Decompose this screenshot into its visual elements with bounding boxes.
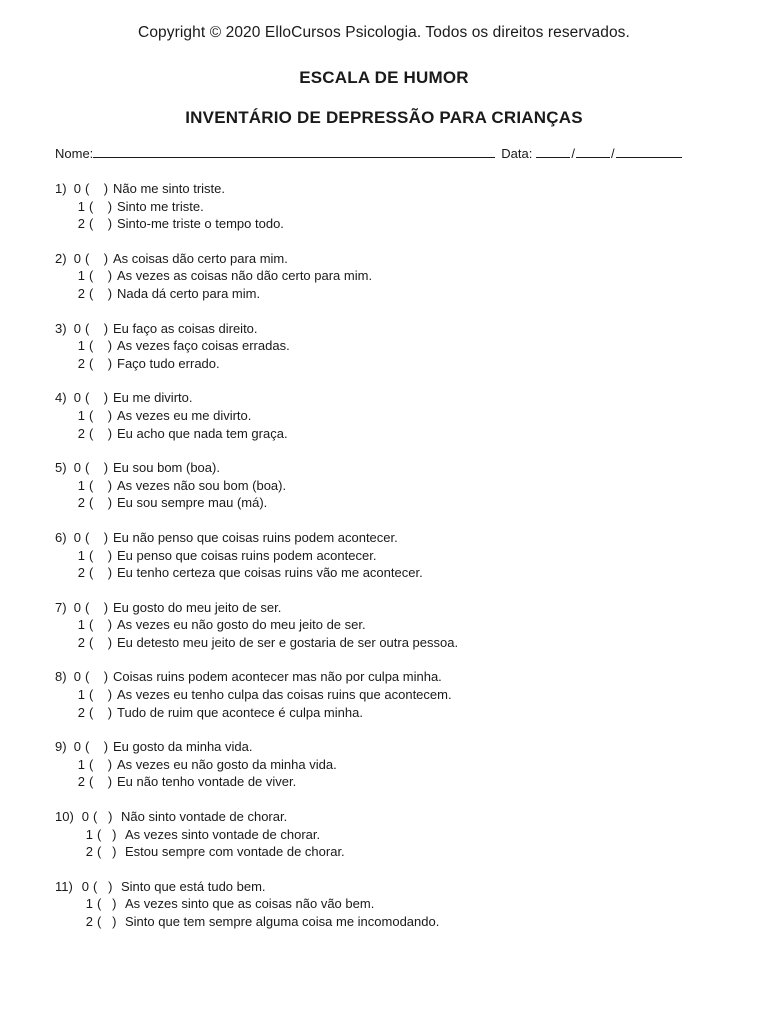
option-score: 2 [77,634,85,650]
option-text: Eu detesto meu jeito de ser e gostaria de ser outra pessoa. [117,634,459,650]
option-score: 0 [81,878,89,894]
name-date-line [55,146,682,161]
option-score: 1 [77,338,85,354]
option-text: Sinto me triste. [117,198,204,214]
option-checkbox[interactable]: ( ) [85,460,109,476]
number-spacer [55,843,77,861]
option-score: 0 [73,529,81,545]
question-number: 1) [55,181,67,196]
answer-option [55,878,735,896]
option-text: As vezes eu não gosto da minha vida. [117,756,337,772]
option-checkbox[interactable]: ( ) [89,565,113,581]
document-title: ESCALA DE HUMOR [299,68,469,87]
option-score: 1 [77,687,85,703]
question-item [55,320,735,373]
answer-option [55,599,735,617]
question-item [55,878,735,931]
answer-option [55,738,735,756]
question-item [55,459,735,512]
option-text: Eu tenho certeza que coisas ruins vão me acontecer. [117,565,423,581]
option-checkbox[interactable]: ( ) [85,739,109,755]
answer-option [55,808,735,826]
option-checkbox[interactable]: ( ) [89,198,113,214]
option-checkbox[interactable]: ( ) [85,390,109,406]
number-spacer [55,425,69,443]
option-text: Sinto que tem sempre alguma coisa me incomodando. [125,914,440,929]
answer-option [55,756,735,774]
number-spacer [55,547,69,565]
option-score: 1 [77,268,85,284]
option-score: 2 [77,425,85,441]
answer-option [55,320,735,338]
option-score: 1 [77,477,85,493]
option-score: 0 [73,739,81,755]
option-score: 2 [77,216,85,232]
answer-option [55,425,735,443]
option-text: Eu penso que coisas ruins podem acontecer. [117,547,377,563]
question-number: 2) [55,250,67,266]
option-text: As vezes faço coisas erradas. [117,338,290,354]
question-number: 9) [55,739,67,755]
option-text: As vezes as coisas não dão certo para mim. [117,268,373,284]
option-checkbox[interactable]: ( ) [89,634,113,650]
option-checkbox[interactable]: ( ) [89,285,113,301]
option-checkbox[interactable]: ( ) [89,268,113,284]
option-score: 2 [77,565,85,581]
date-separator: / [611,146,615,161]
option-text: Eu faço as coisas direito. [113,320,258,336]
option-text: Eu gosto do meu jeito de ser. [113,599,282,615]
option-text: Eu me divirto. [113,390,193,406]
answer-option [55,459,735,477]
question-item [55,389,735,442]
option-checkbox[interactable]: ( ) [97,844,117,860]
option-checkbox[interactable]: ( ) [89,355,113,371]
answer-option [55,826,735,844]
option-checkbox[interactable]: ( ) [89,338,113,354]
option-text: Não me sinto triste. [113,181,225,196]
question-number: 5) [55,460,67,476]
option-score: 1 [77,547,85,563]
option-score: 1 [77,617,85,633]
option-score: 0 [73,390,81,406]
name-label: Nome: [55,146,94,161]
option-checkbox[interactable]: ( ) [93,809,113,825]
option-score: 2 [77,704,85,720]
answer-option [55,215,735,233]
number-spacer [55,773,69,791]
option-text: Eu gosto da minha vida. [113,739,253,755]
option-text: Nada dá certo para mim. [117,285,261,301]
document-subtitle: INVENTÁRIO DE DEPRESSÃO PARA CRIANÇAS [185,108,583,127]
date-day-blank [536,146,570,158]
question-number: 7) [55,599,67,615]
option-text: As vezes eu não gosto do meu jeito de ser. [117,617,366,633]
option-checkbox[interactable]: ( ) [85,529,109,545]
option-text: Tudo de ruim que acontece é culpa minha. [117,704,363,720]
number-spacer [55,355,69,373]
option-checkbox[interactable]: ( ) [89,774,113,790]
number-spacer [55,285,69,303]
answer-option [55,389,735,407]
answer-option [55,407,735,425]
option-score: 2 [77,355,85,371]
option-checkbox[interactable]: ( ) [89,425,113,441]
question-number: 8) [55,669,67,685]
option-score: 0 [81,809,89,825]
number-spacer [55,756,69,774]
option-checkbox[interactable]: ( ) [89,495,113,511]
option-text: Eu não tenho vontade de viver. [117,774,297,790]
option-checkbox[interactable]: ( ) [89,756,113,772]
option-score: 2 [77,774,85,790]
answer-option [55,547,735,565]
question-item [55,529,735,582]
option-text: Sinto-me triste o tempo todo. [117,216,284,232]
option-text: Eu sou bom (boa). [113,460,220,476]
option-checkbox[interactable]: ( ) [89,477,113,493]
answer-option [55,285,735,303]
option-text: Eu não penso que coisas ruins podem acontecer. [113,529,398,545]
answer-option [55,616,735,634]
answer-option [55,494,735,512]
number-spacer [55,634,69,652]
answer-option [55,564,735,582]
answer-option [55,477,735,495]
option-score: 0 [73,320,81,336]
option-text: Eu acho que nada tem graça. [117,425,288,441]
option-score: 2 [77,495,85,511]
answer-option [55,843,735,861]
option-checkbox[interactable]: ( ) [85,669,109,685]
option-score: 2 [85,844,93,860]
option-text: As coisas dão certo para mim. [113,250,288,266]
option-text: As vezes eu me divirto. [117,407,252,423]
option-text: As vezes sinto vontade de chorar. [125,826,321,842]
answer-option [55,668,735,686]
copyright-notice: Copyright © 2020 ElloCursos Psicologia. Todos os direitos reservados. [138,24,630,41]
answer-option [55,895,735,913]
option-checkbox[interactable]: ( ) [89,547,113,563]
option-checkbox[interactable]: ( ) [89,617,113,633]
number-spacer [55,616,69,634]
question-item [55,808,735,861]
answer-option [55,704,735,722]
answer-option [55,355,735,373]
question-number: 6) [55,529,67,545]
option-text: As vezes eu tenho culpa das coisas ruins que acontecem. [117,687,452,703]
question-number: 11) [55,878,73,894]
answer-option [55,634,735,652]
answer-option [55,913,735,931]
option-checkbox[interactable]: ( ) [85,181,109,196]
option-score: 1 [77,198,85,214]
option-score: 2 [77,285,85,301]
answer-option [55,198,735,216]
option-checkbox[interactable]: ( ) [85,320,109,336]
answer-option [55,337,735,355]
question-number: 4) [55,390,67,406]
option-text: As vezes não sou bom (boa). [117,477,287,493]
answer-option [55,250,735,268]
number-spacer [55,494,69,512]
option-checkbox[interactable]: ( ) [97,896,117,912]
option-score: 0 [73,250,81,266]
question-item [55,250,735,303]
question-item [55,599,735,652]
number-spacer [55,826,77,844]
option-text: Sinto que está tudo bem. [121,878,266,894]
question-number: 3) [55,320,67,336]
date-month-blank [576,146,610,158]
number-spacer [55,267,69,285]
option-score: 1 [77,407,85,423]
option-text: Faço tudo errado. [117,355,220,371]
question-item [55,180,735,233]
option-score: 2 [85,914,93,929]
option-checkbox[interactable]: ( ) [89,687,113,703]
option-checkbox[interactable]: ( ) [89,407,113,423]
option-text: Coisas ruins podem acontecer mas não por culpa minha. [113,669,442,685]
number-spacer [55,686,69,704]
option-checkbox[interactable]: ( ) [85,250,109,266]
option-checkbox[interactable]: ( ) [97,914,117,929]
answer-option [55,267,735,285]
option-checkbox[interactable]: ( ) [85,599,109,615]
number-spacer [55,704,69,722]
number-spacer [55,913,77,931]
option-score: 0 [73,181,81,196]
option-text: As vezes sinto que as coisas não vão bem. [125,896,375,912]
number-spacer [55,564,69,582]
option-checkbox[interactable]: ( ) [89,216,113,232]
question-item [55,738,735,791]
option-checkbox[interactable]: ( ) [97,826,117,842]
date-separator: / [571,146,575,161]
option-score: 1 [77,756,85,772]
number-spacer [55,198,69,216]
option-text: Não sinto vontade de chorar. [121,809,288,825]
number-spacer [55,215,69,233]
date-year-blank [616,146,682,158]
option-checkbox[interactable]: ( ) [93,878,113,894]
number-spacer [55,477,69,495]
number-spacer [55,407,69,425]
date-label: Data: [501,146,533,161]
option-score: 1 [85,896,93,912]
answer-option [55,529,735,547]
option-text: Eu sou sempre mau (má). [117,495,268,511]
question-list [55,180,735,948]
question-number: 10) [55,809,74,825]
number-spacer [55,337,69,355]
option-checkbox[interactable]: ( ) [89,704,113,720]
option-score: 0 [73,669,81,685]
answer-option [55,773,735,791]
option-score: 0 [73,599,81,615]
number-spacer [55,895,77,913]
name-blank [93,146,495,158]
option-score: 0 [73,460,81,476]
answer-option [55,686,735,704]
option-score: 1 [85,826,93,842]
question-item [55,668,735,721]
answer-option [55,180,735,198]
option-text: Estou sempre com vontade de chorar. [125,844,345,860]
